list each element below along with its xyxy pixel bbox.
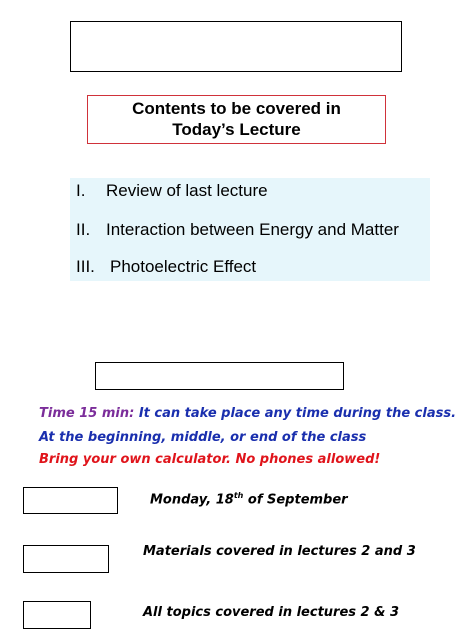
- time-lead: Time 15 min:: [39, 406, 135, 421]
- agenda-text: Photoelectric Effect: [110, 257, 257, 276]
- date-suffix: of September: [243, 492, 348, 508]
- date-label-box-empty: [23, 487, 118, 514]
- quiz-label-box-empty: [95, 362, 344, 390]
- topics-text: All topics covered in lectures 2 & 3: [143, 605, 400, 620]
- contents-title-line1: Contents to be covered in: [132, 99, 341, 118]
- agenda-item: [76, 181, 268, 201]
- calculator-note: Bring your own calculator. No phones allowed!: [39, 452, 381, 467]
- time-text: It can take place any time during the class. At the beginning, middle, or end of the class: [39, 406, 457, 445]
- contents-title-box: [87, 95, 386, 144]
- agenda-item: [76, 220, 399, 240]
- materials-label-box-empty: [23, 545, 109, 573]
- agenda-item: [76, 257, 256, 277]
- date-superscript: th: [233, 491, 244, 500]
- agenda-number: II.: [76, 220, 91, 239]
- topics-label-box-empty: [23, 601, 91, 629]
- agenda-number: I.: [76, 181, 86, 200]
- materials-text: Materials covered in lectures 2 and 3: [143, 544, 416, 559]
- contents-title-line2: Today’s Lecture: [172, 120, 301, 139]
- date-text: [150, 491, 348, 507]
- agenda-text: Review of last lecture: [106, 181, 268, 200]
- date-prefix: Monday, 18: [150, 492, 234, 508]
- quiz-timing-note: [39, 402, 459, 450]
- title-box-empty: [70, 21, 402, 72]
- agenda-list: [70, 178, 430, 281]
- agenda-text: Interaction between Energy and Matter: [106, 220, 399, 239]
- agenda-number: III.: [76, 257, 95, 276]
